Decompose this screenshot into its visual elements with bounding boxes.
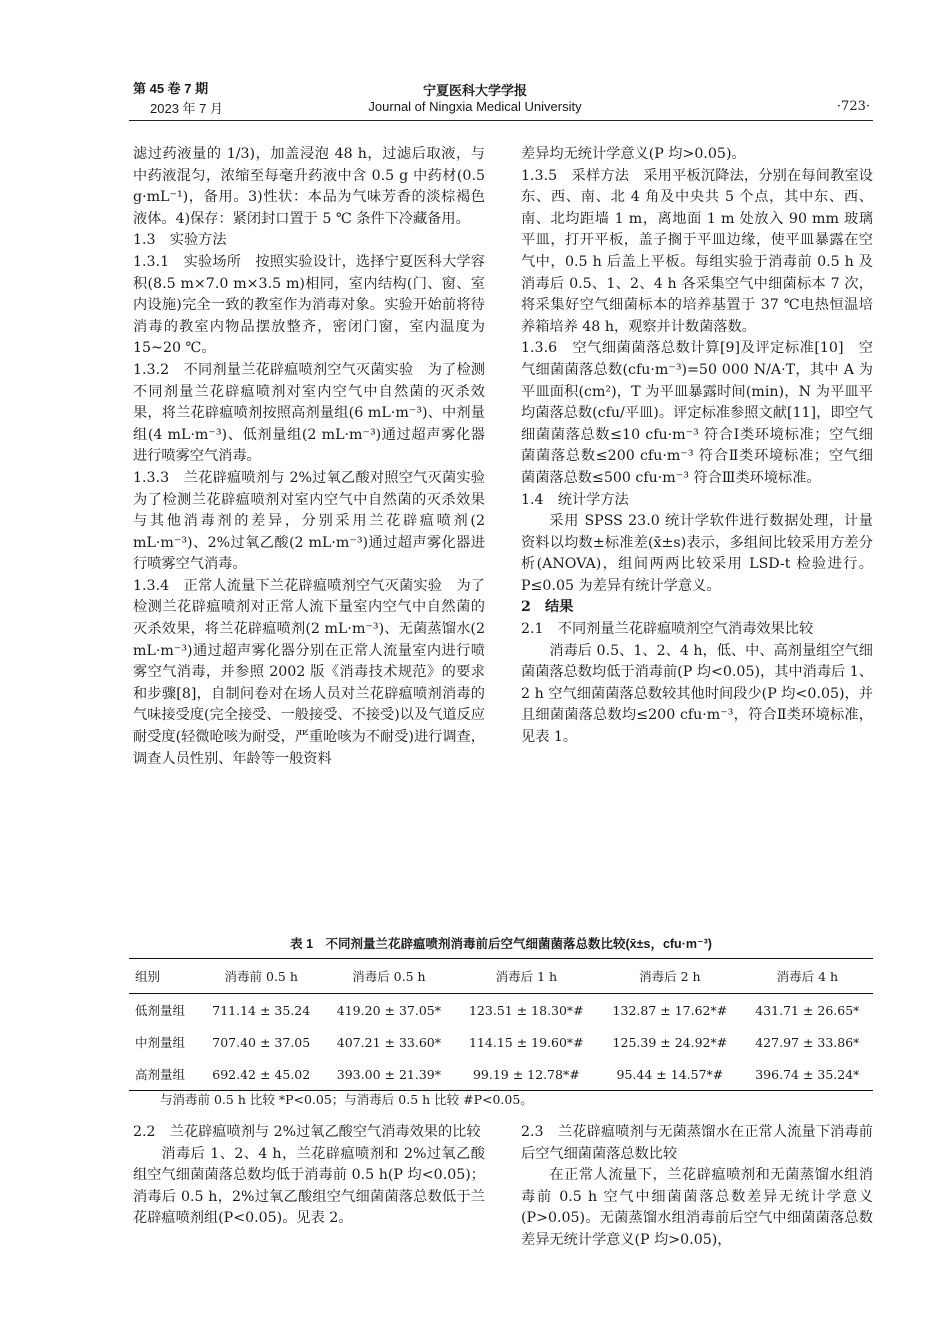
table-row	[129, 994, 873, 1027]
section-heading: 2.2 兰花辟瘟喷剂与 2%过氧乙酸空气消毒效果的比较	[133, 1124, 481, 1140]
paragraph: 1.3.3 兰花辟瘟喷剂与 2%过氧乙酸对照空气灭菌实验 为了检测兰花辟瘟喷剂对室内空气中自然菌的灭杀效果与其他消毒剂的差异，分别采用兰花辟瘟喷剂(2 mL·m⁻³)、2%过氧乙酸(2 mL·m⁻³)通过超声雾化器进行喷雾空气消毒。	[133, 469, 500, 573]
table-cell: 中剂量组	[135, 1035, 186, 1050]
section-heading: 1.4 统计学方法	[521, 491, 629, 508]
table-title: 表 1 不同剂量兰花辟瘟喷剂消毒前后空气细菌菌落总数比较(x̄±s，cfu·m⁻³)	[290, 937, 712, 951]
table-cell: 707.40 ± 37.05	[212, 1034, 311, 1050]
section-heading: 2 结果	[521, 599, 574, 616]
table-header-cell: 消毒后 2 h	[598, 959, 742, 994]
paragraph: 1.3.6 空气细菌菌落总数计算[9]及评定标准[10] 空气细菌菌落总数(cfu·m⁻³)=50 000 N/A·T，其中 A 为平皿面积(cm²)，T 为平皿暴露时间(min)，N 为平皿平均菌落总数(cfu/平皿)。评定标准参照文献[11]，即空气细菌菌落总数≤10 cfu·m⁻³ 符合Ⅰ类环境标准；空气细菌菌落总数≤200 cfu·m⁻³ 符合Ⅱ类环境标准；空气细菌菌落总数≤500 cfu·m⁻³ 符合Ⅲ类环境标准。	[521, 340, 873, 486]
table-header-cell: 消毒前 0.5 h	[199, 959, 323, 994]
table-cell: 95.44 ± 14.57*#	[598, 1058, 742, 1091]
paragraph: 1.3.4 正常人流量下兰花辟瘟喷剂空气灭菌实验 为了检测兰花辟瘟喷剂对正常人流下量室内空气中自然菌的灭杀效果，将兰花辟瘟喷剂(2 mL·m⁻³)、无菌蒸馏水(2 mL·m⁻³)通过超声雾化器分别在正常人流量室内进行喷雾空气消毒，并参照 2002 版《消毒技术规范》的要求和步骤[8]，自制问卷对在场人员对兰花辟瘟喷剂消毒的气味接受度(完全接受、一般接受、不接受)以及气道反应耐受度(轻微呛咳为耐受，严重呛咳为不耐受)进行调查，调查人员性别、年龄等一般资料	[133, 577, 485, 767]
paragraph: 1.3.2 不同剂量兰花辟瘟喷剂空气灭菌实验 为了检测不同剂量兰花辟瘟喷剂对室内空气中自然菌的灭杀效果，将兰花辟瘟喷剂按照高剂量组(6 mL·m⁻³)、中剂量组(4 mL·m⁻³)、低剂量组(2 mL·m⁻³)通过超声雾化器进行喷雾空气消毒。	[133, 361, 485, 465]
section-heading: 2.3 兰花辟瘟喷剂与无菌蒸馏水在正常人流量下消毒前后空气细菌菌落总数比较	[521, 1124, 873, 1162]
table-header-cell: 消毒后 0.5 h	[323, 959, 454, 994]
date-label: 2023 年 7 月	[150, 101, 223, 116]
journal-title-en: Journal of Ningxia Medical University	[368, 99, 582, 114]
left-column	[133, 144, 500, 920]
table-cell: 114.15 ± 19.60*#	[468, 1034, 584, 1050]
table-header-cell: 消毒后 1 h	[455, 959, 599, 994]
table-cell: 132.87 ± 17.62*#	[612, 1002, 728, 1018]
results-table	[129, 958, 873, 1091]
paragraph: 1.3.1 实验场所 按照实验设计，选择宁夏医科大学容积(8.5 m×7.0 m×3.5 m)相同，室内结构(门、窗、室内设施)完全一致的教室作为消毒对象。实验开始前将待消毒的教室内物品摆放整齐，密闭门窗，室内温度为 15~20 ℃。	[133, 253, 485, 357]
bottom-left-column	[133, 1122, 485, 1322]
bottom-right-column	[521, 1122, 873, 1322]
table-row	[129, 1058, 873, 1091]
table-cell: 711.14 ± 35.24	[212, 1002, 311, 1018]
table-cell: 高剂量组	[129, 1058, 199, 1091]
right-column	[521, 144, 873, 920]
page-number: ·723·	[836, 99, 870, 114]
paragraph: 差异均无统计学意义(P 均>0.05)。	[521, 146, 746, 162]
issue-label: 第 45 卷 7 期	[133, 81, 209, 96]
paragraph: 在正常人流量下，兰花辟瘟喷剂和无菌蒸馏水组消毒前 0.5 h 空气中细菌菌落总数差异无统计学意义(P>0.05)。无菌蒸馏水组消毒前后空气中细菌菌落总数差异无统计学意义(P 均>0.05)，	[521, 1167, 873, 1248]
table-cell: 低剂量组	[135, 1003, 186, 1018]
table-cell: 396.74 ± 35.24*	[742, 1058, 873, 1091]
journal-title-cn: 宁夏医科大学学报	[422, 83, 527, 98]
paragraph: 消毒后 0.5、1、2、4 h，低、中、高剂量组空气细菌菌落总数均低于消毒前(P 均<0.05)，其中消毒后 1、2 h 空气细菌菌落总数较其他时间段少(P 均<0.05)，并且细菌菌落总数均≤200 cfu·m⁻³，符合Ⅱ类环境标准，见表 1。	[521, 642, 873, 746]
table-header-cell: 消毒后 4 h	[742, 959, 873, 994]
table-cell: 407.21 ± 33.60*	[336, 1034, 441, 1050]
table-cell: 692.42 ± 45.02	[199, 1058, 323, 1091]
table-cell: 125.39 ± 24.92*#	[612, 1034, 728, 1050]
paragraph: 采用 SPSS 23.0 统计学软件进行数据处理，计量资料以均数±标准差(x̄±s)表示，多组间比较采用方差分析(ANOVA)，组间两两比较采用 LSD-t 检验进行。P≤0.05 为差异有统计学意义。	[521, 513, 873, 594]
header-rule	[129, 120, 873, 121]
table-row	[129, 1026, 873, 1058]
paragraph: 消毒后 1、2、4 h，兰花辟瘟喷剂和 2%过氧乙酸组空气细菌菌落总数均低于消毒前 0.5 h(P 均<0.05)；消毒后 0.5 h，2%过氧乙酸组空气细菌菌落总数低于兰花辟瘟喷剂组(P<0.05)。见表 2。	[133, 1145, 485, 1227]
table-cell: 431.71 ± 26.65*	[755, 1002, 860, 1018]
table-cell: 99.19 ± 12.78*#	[455, 1058, 599, 1091]
section-heading: 2.1 不同剂量兰花辟瘟喷剂空气消毒效果比较	[521, 621, 814, 638]
table-cell: 393.00 ± 21.39*	[323, 1058, 454, 1091]
paragraph: 1.3.5 采样方法 采用平板沉降法，分别在每间教室设东、西、南、北 4 角及中央共 5 个点，其中东、西、南、北均距墙 1 m，离地面 1 m 处放入 90 mm 玻璃平皿，打开平板，盖子搁于平皿边缘，使平皿暴露在空气中，0.5 h 后盖上平板。每组实验于消毒前 0.5 h 及消毒后 0.5、1、2、4 h 各采集空气中细菌标本 7 次，将采集好空气细菌标本的培养基置于 37 ℃电热恒温培养箱培养 48 h，观察并计数菌落数。	[521, 167, 873, 335]
paragraph: 滤过药液量的 1/3)，加盖浸泡 48 h，过滤后取液，与中药液混匀，浓缩至每毫升药液中含 0.5 g 中药材(0.5 g·mL⁻¹)，备用。3)性状：本品为气味芳香的淡棕褐色液体。4)保存：紧闭封口置于 5 ℃ 条件下冷藏备用。	[133, 146, 485, 227]
table-cell: 123.51 ± 18.30*#	[468, 1002, 584, 1018]
section-heading: 1.3 实验方法	[133, 232, 227, 249]
table-note: 与消毒前 0.5 h 比较 *P<0.05；与消毒后 0.5 h 比较 #P<0.05。	[160, 1092, 533, 1107]
table-cell: 427.97 ± 33.86*	[755, 1034, 860, 1050]
table-header-cell: 组别	[129, 959, 199, 994]
table-cell: 419.20 ± 37.05*	[336, 1002, 441, 1018]
table-header-row	[129, 959, 873, 994]
